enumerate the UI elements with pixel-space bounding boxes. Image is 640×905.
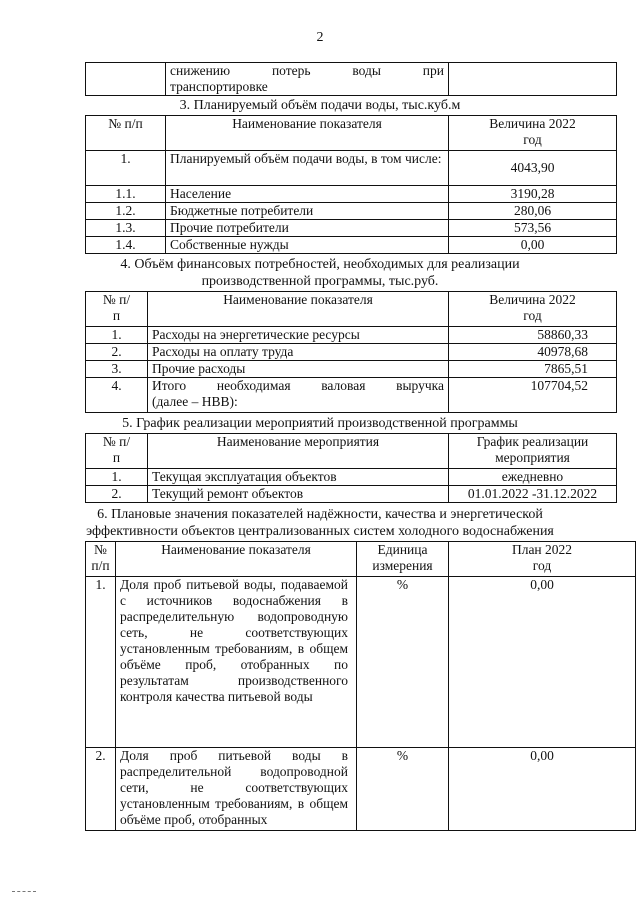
table-row bbox=[86, 344, 617, 361]
row-name: Собственные нужды bbox=[166, 237, 449, 254]
row-value: 4043,90 bbox=[449, 151, 617, 186]
scan-mark bbox=[12, 891, 36, 892]
table-header-row bbox=[86, 116, 617, 151]
section4-title-line1: 4. Объём финансовых потребностей, необходимых для реализации bbox=[120, 257, 520, 272]
header-plan: План 2022 год bbox=[449, 542, 636, 577]
table-row bbox=[86, 327, 617, 344]
table-row bbox=[86, 186, 617, 203]
row-num: 4. bbox=[86, 378, 148, 413]
row-name: Расходы на энергетические ресурсы bbox=[148, 327, 449, 344]
header-unit: Единица измерения bbox=[357, 542, 449, 577]
page-number: 2 bbox=[316, 30, 324, 45]
row-name: Текущий ремонт объектов bbox=[148, 486, 449, 503]
header-name: Наименование показателя bbox=[148, 292, 449, 327]
row-name: Доля проб питьевой воды в распределительной водопроводной сети, не соответствующих установленным требованиям, в общем объёме проб, отобранных bbox=[116, 748, 357, 831]
table-row bbox=[86, 486, 617, 503]
section3-title: 3. Планируемый объём подачи воды, тыс.куб.м bbox=[179, 98, 461, 113]
header-num: № п/п bbox=[86, 292, 148, 327]
row-num: 3. bbox=[86, 361, 148, 378]
row-unit: % bbox=[357, 577, 449, 748]
table-row bbox=[86, 378, 617, 413]
header-name: Наименование показателя bbox=[166, 116, 449, 151]
header-value: Величина 2022 год bbox=[449, 116, 617, 151]
row-name: Прочие потребители bbox=[166, 220, 449, 237]
row-num: 1.1. bbox=[86, 186, 166, 203]
row-num: 1.4. bbox=[86, 237, 166, 254]
table-header-row bbox=[86, 542, 636, 577]
row-name: Доля проб питьевой воды, подаваемой с источников водоснабжения в распределительную водопроводную сеть, не соответствующих установленным требованиям, в общем объёме проб, отобранных по результатам производственного контроля качества питьевой воды bbox=[116, 577, 357, 748]
row-value: 107704,52 bbox=[449, 378, 617, 413]
header-num: № п/п bbox=[86, 434, 148, 469]
row-num: 1. bbox=[86, 577, 116, 748]
section6-title-line1: 6. Плановые значения показателей надёжности, качества и энергетической bbox=[97, 507, 543, 522]
header-schedule: График реализации мероприятия bbox=[449, 434, 617, 469]
fragment-line2: транспортировке bbox=[170, 79, 268, 94]
table-header-row bbox=[86, 292, 617, 327]
section5-table bbox=[85, 433, 617, 503]
row-value: 3190,28 bbox=[449, 186, 617, 203]
row-schedule: ежедневно bbox=[449, 469, 617, 486]
section5-title: 5. График реализации мероприятий производственной программы bbox=[122, 416, 518, 431]
row-value: 0,00 bbox=[449, 237, 617, 254]
table-row bbox=[86, 220, 617, 237]
row-name-line2: (далее – НВВ): bbox=[152, 394, 238, 409]
section6-table bbox=[85, 541, 636, 831]
header-num: № п/п bbox=[86, 116, 166, 151]
row-name: Текущая эксплуатация объектов bbox=[148, 469, 449, 486]
row-num: 1. bbox=[86, 151, 166, 186]
row-value: 573,56 bbox=[449, 220, 617, 237]
fragment-line1: снижению потерь воды при bbox=[170, 63, 444, 78]
table-row bbox=[86, 469, 617, 486]
row-num: 2. bbox=[86, 748, 116, 831]
header-num: № п/п bbox=[86, 542, 116, 577]
section4-title-line2: производственной программы, тыс.руб. bbox=[201, 274, 439, 289]
row-num: 1.3. bbox=[86, 220, 166, 237]
row-name: Прочие расходы bbox=[148, 361, 449, 378]
table-row bbox=[86, 151, 617, 186]
header-name: Наименование мероприятия bbox=[148, 434, 449, 469]
row-value: 280,06 bbox=[449, 203, 617, 220]
row-name: Население bbox=[166, 186, 449, 203]
table-header-row bbox=[86, 434, 617, 469]
row-value: 40978,68 bbox=[449, 344, 617, 361]
table-row bbox=[86, 577, 636, 748]
table-row bbox=[86, 361, 617, 378]
row-num: 2. bbox=[86, 486, 148, 503]
row-num: 1. bbox=[86, 469, 148, 486]
section6-title-line2: эффективности объектов централизованных систем холодного водоснабжения bbox=[86, 524, 554, 539]
row-name: Расходы на оплату труда bbox=[148, 344, 449, 361]
row-plan: 0,00 bbox=[449, 748, 636, 831]
row-unit: % bbox=[357, 748, 449, 831]
row-num: 1.2. bbox=[86, 203, 166, 220]
header-value: Величина 2022 год bbox=[449, 292, 617, 327]
row-value: 7865,51 bbox=[449, 361, 617, 378]
table-row bbox=[86, 237, 617, 254]
section3-table bbox=[85, 115, 617, 254]
header-name: Наименование показателя bbox=[116, 542, 357, 577]
top-fragment-table bbox=[85, 62, 617, 96]
table-row bbox=[86, 748, 636, 831]
section4-table bbox=[85, 291, 617, 413]
row-name: Планируемый объём подачи воды, в том числе: bbox=[166, 151, 449, 186]
row-name-line1: Итого необходимая валовая выручка bbox=[152, 378, 444, 393]
row-num: 2. bbox=[86, 344, 148, 361]
row-name: Бюджетные потребители bbox=[166, 203, 449, 220]
row-plan: 0,00 bbox=[449, 577, 636, 748]
row-num: 1. bbox=[86, 327, 148, 344]
row-schedule: 01.01.2022 -31.12.2022 bbox=[449, 486, 617, 503]
table-row bbox=[86, 203, 617, 220]
table-row bbox=[86, 63, 617, 96]
row-value: 58860,33 bbox=[449, 327, 617, 344]
